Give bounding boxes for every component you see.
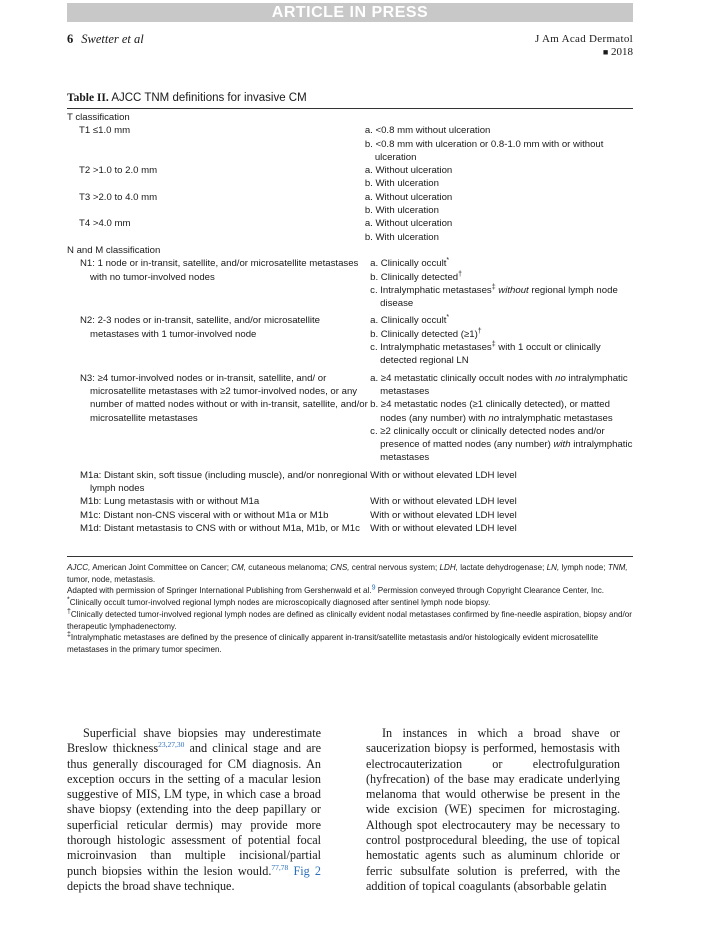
t1-b: b. <0.8 mm with ulceration or 0.8-1.0 mm with or without ulceration: [364, 138, 604, 163]
table-title: [67, 92, 307, 104]
t-section-heading: T classification: [67, 112, 130, 123]
citation-link[interactable]: 77,78: [271, 862, 289, 872]
running-head-right: [535, 33, 633, 59]
table-row: [67, 469, 633, 496]
citation-link[interactable]: 23,27,30: [158, 740, 185, 750]
n3-c: c. ≥2 clinically occult or clinically detected nodes and/or presence of matted nodes (any number) with intralymphatic metastases: [370, 425, 633, 464]
table-title-text: AJCC TNM definitions for invasive CM: [111, 92, 307, 104]
table-footnotes: [67, 562, 633, 656]
n2-b: b. Clinically detected (≥1)†: [370, 327, 482, 340]
body-paragraph: Superficial shave biopsies may underestimate Breslow thickness$^{23,27,30}$ and clinical stage and are thus generally discouraged for CM diagnosis. An exception occurs in the setting of a macular lesion suggestive of MIS, LM type, in which case a broad shave biopsy (extending into the deep papillary or superficial reticular dermis) may provide more thorough histologic assessment of potential focal microinvasion than multiple incisional/partial punch biopsies within the lesion would.$^{77,78}$ Fig 2 depicts the broad shave technique.: [67, 726, 321, 893]
t3-label: T3 >2.0 to 4.0 mm: [79, 191, 158, 203]
t2-b: b. With ulceration: [364, 178, 439, 190]
t4-label: T4 >4.0 mm: [79, 218, 131, 230]
tnm-table: [67, 111, 633, 535]
table-row: [67, 314, 633, 367]
n2-label: N2: 2-3 nodes or in-transit, satellite, and/or microsatellite metastases with 1 tumor-involved node: [80, 315, 320, 340]
table-row: [67, 124, 633, 164]
m1b-label: M1b: Lung metastasis with or without M1a: [80, 496, 260, 508]
body-column-left: [67, 726, 321, 894]
m1a-value: With or without elevated LDH level: [370, 469, 517, 481]
m1c-label: M1c: Distant non-CNS visceral with or without M1a or M1b: [80, 509, 329, 521]
running-head-authors: Swetter et al: [81, 32, 144, 46]
table-row: [67, 164, 633, 191]
page-number: 6: [67, 32, 74, 46]
double-dagger-note: ‡Intralymphatic metastases are defined by the presence of clinically apparent in-transit/satellite metastasis and/or histologically evident microsatellite metastases in the primary tumor specimen.: [67, 631, 599, 654]
table-row: [67, 495, 633, 508]
reference-link[interactable]: 9: [371, 584, 376, 592]
n1-label: N1: 1 node or in-transit, satellite, and/or microsatellite metastases with no tumor-involved nodes: [80, 258, 359, 283]
n3-a: a. ≥4 metastatic clinically occult nodes with no intralymphatic metastases: [370, 372, 628, 397]
n1-c: c. Intralymphatic metastases‡ without regional lymph node disease: [370, 283, 618, 310]
table-row: [67, 191, 633, 218]
n1-a: a. Clinically occult*: [370, 257, 450, 270]
m1c-value: With or without elevated LDH level: [370, 509, 517, 521]
body-column-right: [366, 726, 620, 894]
n2-a: a. Clinically occult*: [370, 314, 450, 327]
t2-a: a. Without ulceration: [364, 165, 453, 177]
journal-year: 2018: [611, 46, 633, 58]
m1d-label: M1d: Distant metastasis to CNS with or without M1a, M1b, or M1c: [80, 522, 360, 534]
t1-a: a. <0.8 mm without ulceration: [364, 125, 491, 137]
nm-section-heading: N and M classification: [67, 244, 161, 256]
t2-label: T2 >1.0 to 2.0 mm: [79, 165, 158, 177]
n3-label: N3: ≥4 tumor-involved nodes or in-transit, satellite, and/ or microsatellite metastases with ≥2 tumor-involved nodes, or any number of matted nodes without or with in-transit, satellite, and/or microsatellite metastases: [80, 372, 368, 424]
n2-c: c. Intralymphatic metastases‡ with 1 occult or clinically detected regional LN: [370, 340, 601, 367]
m1b-value: With or without elevated LDH level: [370, 496, 517, 508]
journal-name: J Am Acad Dermatol: [535, 33, 633, 45]
table-row: [67, 522, 633, 535]
table-bottom-rule: [67, 556, 633, 557]
t1-label: T1 ≤1.0 mm: [79, 125, 131, 137]
t4-b: b. With ulceration: [364, 231, 439, 243]
table-row: [67, 257, 633, 310]
table-row: [67, 372, 633, 465]
star-note: *Clinically occult tumor-involved regional lymph nodes are microscopically diagnosed after sentinel lymph node biopsy.: [67, 596, 491, 608]
t4-a: a. Without ulceration: [364, 218, 453, 230]
running-head-left: [67, 32, 144, 47]
n1-b: b. Clinically detected†: [370, 270, 463, 283]
table-row: [67, 509, 633, 522]
adapted-note: Adapted with permission of Springer International Publishing from Gershenwald et al.$^9$ Permission conveyed through Copyright Clearance Center, Inc.: [67, 584, 605, 596]
issue-mark: ■: [602, 47, 609, 57]
body-paragraph: In instances in which a broad shave or saucerization biopsy is performed, hemostasis with electrocauterization or electrofulguration (hyfrecation) of the base may eradicate underlying melanoma that would otherwise be present in the wide excision (WE) specimen for microstaging. Although spot electrocautery may be necessary to control postprocedural bleeding, the use of topical hemostatic agents such as aluminum chloride or ferric subsulfate solution is preferred, with the addition of topical coagulants (absorbable gelatin: [366, 726, 620, 893]
figure-link[interactable]: Fig 2: [293, 863, 321, 878]
table-top-rule: [67, 108, 633, 109]
t3-b: b. With ulceration: [364, 205, 439, 217]
article-in-press-banner: ARTICLE IN PRESS: [67, 3, 633, 22]
t3-a: a. Without ulceration: [364, 191, 453, 203]
n3-b: b. ≥4 metastatic nodes (≥1 clinically detected), or matted nodes (any number) with no intralymphatic metastases: [370, 399, 613, 424]
m1a-label: M1a: Distant skin, soft tissue (including muscle), and/or nonregional lymph nodes: [80, 469, 368, 495]
table-row: [67, 217, 633, 244]
table-label: Table II.: [67, 92, 109, 104]
m1d-value: With or without elevated LDH level: [370, 522, 517, 534]
dagger-note: †Clinically detected tumor-involved regional lymph nodes are defined as clinically evident nodal metastases confirmed by fine-needle aspiration, biopsy and/or therapeutic lymphadenectomy.: [67, 608, 632, 631]
abbreviations-note: AJCC, American Joint Committee on Cancer; CM, cutaneous melanoma; CNS, central nervous system; LDH, lactate dehydrogenase; LN, lymph node; TNM, tumor, node, metastasis.: [67, 563, 628, 584]
